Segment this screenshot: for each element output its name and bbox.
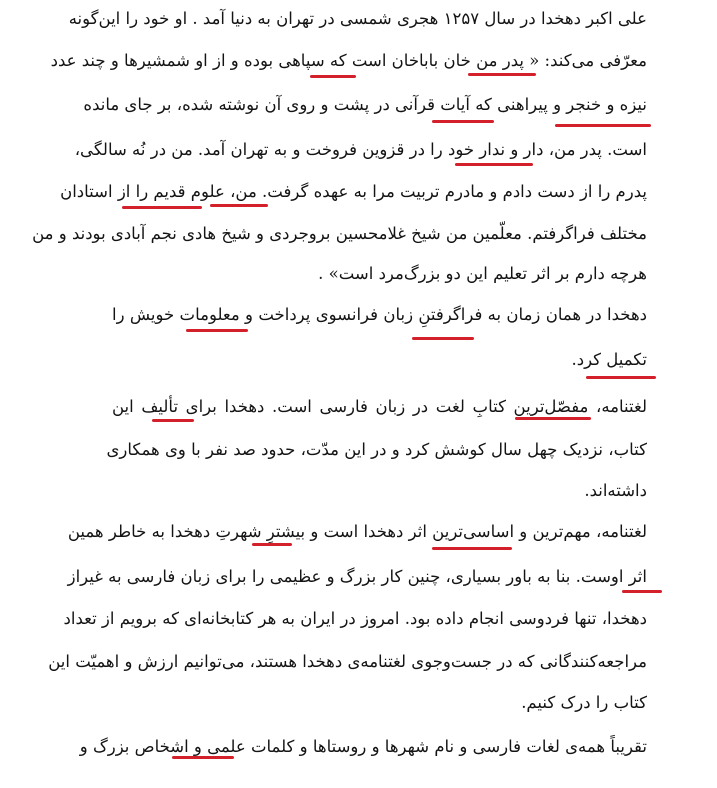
paragraph-3-line-1: لغتنامه، مفصّل‌ترین کتابِ لغت در زبان فارسی است. دهخدا برای تألیف این	[112, 397, 647, 416]
underline-olum-ghadim-2	[122, 206, 202, 209]
underline-olum-ghadim	[210, 204, 268, 207]
paragraph-1-line-4: است. پدر من، دار و ندار خود را در قزوین فروخت و به تهران آمد. من در نُه سالگی،	[74, 140, 647, 159]
paragraph-3-line-3: داشته‌اند.	[584, 481, 647, 500]
underline-ashkhas	[172, 756, 234, 759]
underline-neyze-khanjar	[555, 124, 651, 127]
underline-faragereftan	[412, 337, 474, 340]
paragraph-2-line-1: دهخدا در همان زمان به فراگرفتنِ زبان فرانسوی پرداخت و معلومات خویش را	[112, 305, 647, 324]
underline-ayat	[432, 120, 494, 123]
underline-maloomat	[186, 329, 248, 332]
underline-asasitarin	[432, 547, 512, 550]
paragraph-5-line-1: تقریباً همه‌ی لغات فارسی و نام شهرها و روستاها و کلمات علمی و اشخاص بزرگ و	[79, 737, 647, 756]
paragraph-3-line-2: کتاب، نزدیک چهل سال کوشش کرد و در این مدّت، حدود صد نفر با وی همکاری	[106, 440, 647, 459]
paragraph-4-line-4: مراجعه‌کنندگانی که در جست‌وجوی لغتنامه‌ی دهخدا هستند، می‌توانیم ارزش و اهمیّت این	[48, 652, 647, 671]
paragraph-1-line-1: علی اکبر دهخدا در سال ۱۲۵۷ هجری شمسی در تهران به دنیا آمد . او خود را این‌گونه	[68, 9, 647, 28]
paragraph-1-line-6: مختلف فراگرفتم. معلّمین من شیخ غلامحسین بروجردی و شیخ هادی نجم آبادی بودند و من	[32, 224, 647, 243]
paragraph-2-line-2: تکمیل کرد.	[571, 350, 647, 369]
paragraph-1-line-5: پدرم را از دست دادم و مادرم تربیت مرا به عهده گرفت. من، علوم قدیم را از استادان	[60, 182, 647, 201]
paragraph-1-line-7: هرچه دارم بر اثر تعلیم این دو بزرگ‌مرد است» .	[318, 264, 647, 283]
underline-talif	[152, 419, 194, 422]
paragraph-4-line-1: لغتنامه، مهم‌ترین و اساسی‌ترین اثر دهخدا است و بیشترِ شهرتِ دهخدا به خاطر همین	[67, 522, 647, 541]
underline-shohrat	[252, 543, 292, 546]
underline-takmil	[586, 376, 656, 379]
paragraph-4-line-5: کتاب را درک کنیم.	[521, 693, 647, 712]
paragraph-4-line-2: اثر اوست. بنا به باور بسیاری، چنین کار بزرگ و عظیمی را برای زبان فارسی به غیراز	[67, 567, 647, 586]
paragraph-1-line-2: معرّفی می‌کند: « پدر من خان باباخان است که سپاهی بوده و از او شمشیرها و چند عدد	[50, 51, 647, 70]
paragraph-4-line-3: دهخدا، تنها فردوسی انجام داده بود. امروز در ایران به هر کتابخانه‌ای که برویم از تعداد	[63, 609, 647, 628]
underline-mofassaltarin	[515, 417, 591, 420]
underline-sepahi	[310, 75, 356, 78]
underline-shamshirha	[468, 73, 536, 76]
underline-dar-nadar	[455, 163, 533, 166]
paragraph-1-line-3: نیزه و خنجر و پیراهنی که آیات قرآنی در پشت و روی آن نوشته شده، بر جای مانده	[83, 95, 647, 114]
underline-asar	[622, 590, 662, 593]
